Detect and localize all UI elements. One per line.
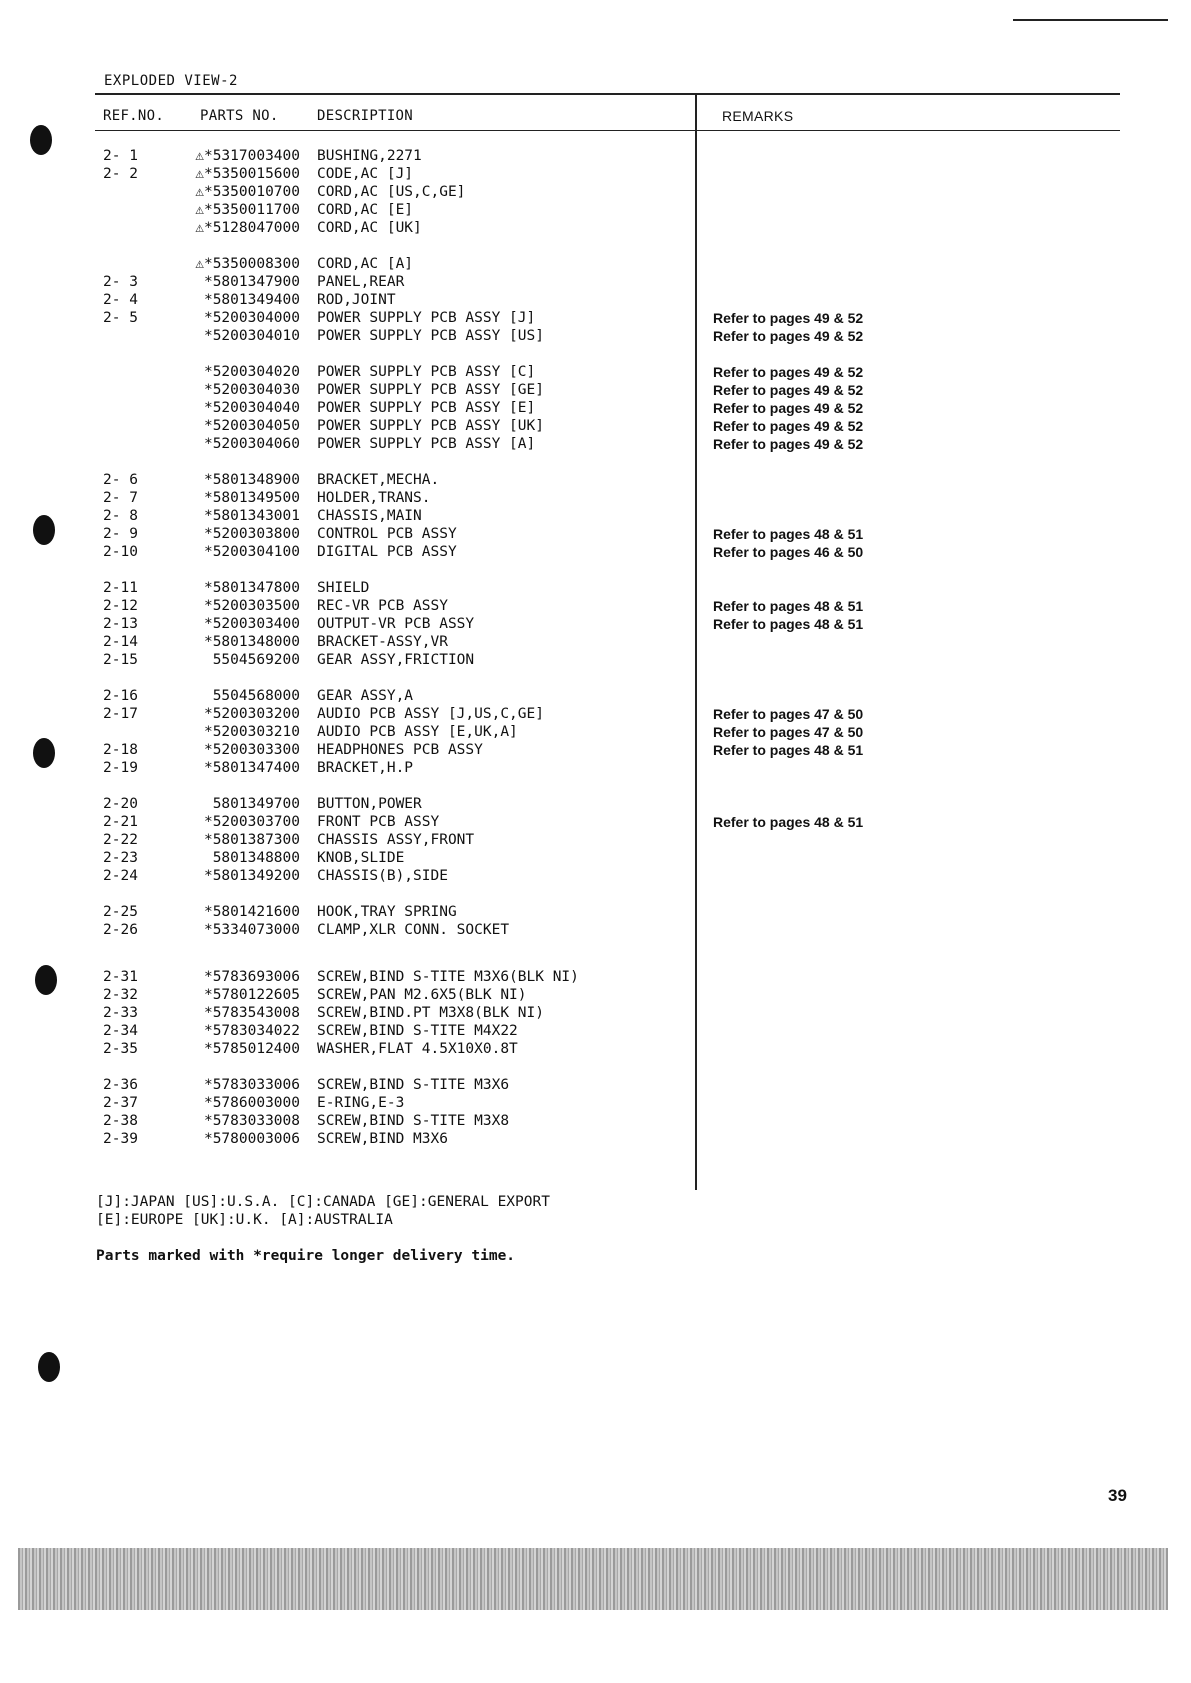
table-row	[0, 489, 1191, 507]
ref-cell: 2-17	[103, 706, 138, 722]
description-cell: POWER SUPPLY PCB ASSY [C]	[317, 364, 536, 380]
table-row	[0, 273, 1191, 291]
table-row	[0, 705, 1191, 723]
ref-cell: 2-10	[103, 544, 138, 560]
remarks-cell: Refer to pages 48 & 51	[713, 616, 864, 632]
ref-cell: 2-12	[103, 598, 138, 614]
description-cell: POWER SUPPLY PCB ASSY [J]	[317, 310, 536, 326]
description-cell: HEADPHONES PCB ASSY	[317, 742, 483, 758]
part-number-cell: *5200303700	[203, 814, 300, 830]
header-parts-no: PARTS NO.	[200, 108, 279, 124]
part-number-cell: ⚠*5350008300	[195, 256, 300, 272]
description-cell: POWER SUPPLY PCB ASSY [A]	[317, 436, 536, 452]
description-cell: FRONT PCB ASSY	[317, 814, 440, 830]
table-row	[0, 968, 1191, 986]
part-number-cell: *5200303800	[203, 526, 300, 542]
description-cell: POWER SUPPLY PCB ASSY [US]	[317, 328, 544, 344]
description-cell: KNOB,SLIDE	[317, 850, 405, 866]
description-cell: PANEL,REAR	[317, 274, 405, 290]
ref-cell: 2-19	[103, 760, 138, 776]
table-row	[0, 165, 1191, 183]
remarks-cell: Refer to pages 49 & 52	[713, 328, 864, 344]
part-number-cell: 5504569200	[212, 652, 300, 668]
description-cell: SCREW,BIND S-TITE M4X22	[317, 1023, 518, 1039]
description-cell: HOLDER,TRANS.	[317, 490, 431, 506]
part-number-cell: *5801348900	[203, 472, 300, 488]
remarks-cell: Refer to pages 48 & 51	[713, 742, 864, 758]
table-row	[0, 543, 1191, 561]
ref-cell: 2-25	[103, 904, 138, 920]
description-cell: WASHER,FLAT 4.5X10X0.8T	[317, 1041, 518, 1057]
description-cell: CORD,AC [A]	[317, 256, 414, 272]
description-cell: SHIELD	[317, 580, 370, 596]
description-cell: SCREW,BIND S-TITE M3X6(BLK NI)	[317, 969, 579, 985]
header-remarks: REMARKS	[722, 108, 794, 124]
part-number-cell: *5200304020	[203, 364, 300, 380]
ref-cell: 2- 9	[103, 526, 138, 542]
description-cell: POWER SUPPLY PCB ASSY [E]	[317, 400, 536, 416]
description-cell: E-RING,E-3	[317, 1095, 405, 1111]
description-cell: DIGITAL PCB ASSY	[317, 544, 457, 560]
table-row	[0, 903, 1191, 921]
table-row	[0, 921, 1191, 939]
remarks-cell: Refer to pages 49 & 52	[713, 382, 864, 398]
ref-cell: 2-20	[103, 796, 138, 812]
description-cell: HOOK,TRAY SPRING	[317, 904, 457, 920]
table-row	[0, 1040, 1191, 1058]
table-row	[0, 417, 1191, 435]
ref-cell: 2-35	[103, 1041, 138, 1057]
remarks-cell: Refer to pages 47 & 50	[713, 706, 864, 722]
table-row	[0, 741, 1191, 759]
part-number-cell: ⚠*5128047000	[195, 220, 300, 236]
header-description: DESCRIPTION	[317, 108, 414, 124]
top-right-rule	[1013, 19, 1168, 21]
description-cell: CODE,AC [J]	[317, 166, 414, 182]
table-row	[0, 849, 1191, 867]
table-row	[0, 867, 1191, 885]
part-number-cell: *5780122605	[203, 987, 300, 1003]
table-row	[0, 219, 1191, 237]
description-cell: CORD,AC [E]	[317, 202, 414, 218]
legend-line-2: [E]:EUROPE [UK]:U.K. [A]:AUSTRALIA	[96, 1212, 393, 1228]
ref-cell: 2- 5	[103, 310, 138, 326]
ref-cell: 2-16	[103, 688, 138, 704]
ref-cell: 2-26	[103, 922, 138, 938]
table-row	[0, 687, 1191, 705]
header-bottom-rule	[95, 130, 1120, 131]
table-row	[0, 309, 1191, 327]
ref-cell: 2- 4	[103, 292, 138, 308]
table-row	[0, 435, 1191, 453]
part-number-cell: *5783543008	[203, 1005, 300, 1021]
description-cell: SCREW,PAN M2.6X5(BLK NI)	[317, 987, 527, 1003]
table-row	[0, 1130, 1191, 1148]
part-number-cell: *5801349200	[203, 868, 300, 884]
remarks-cell: Refer to pages 46 & 50	[713, 544, 864, 560]
section-title: EXPLODED VIEW-2	[104, 73, 238, 89]
part-number-cell: *5334073000	[203, 922, 300, 938]
table-row	[0, 759, 1191, 777]
table-row	[0, 255, 1191, 273]
delivery-note: Parts marked with *require longer delivery time.	[96, 1248, 516, 1264]
description-cell: CORD,AC [US,C,GE]	[317, 184, 466, 200]
description-cell: POWER SUPPLY PCB ASSY [GE]	[317, 382, 544, 398]
part-number-cell: ⚠*5350010700	[195, 184, 300, 200]
ref-cell: 2-33	[103, 1005, 138, 1021]
part-number-cell: *5780003006	[203, 1131, 300, 1147]
part-number-cell: *5801348000	[203, 634, 300, 650]
ref-cell: 2-39	[103, 1131, 138, 1147]
description-cell: AUDIO PCB ASSY [J,US,C,GE]	[317, 706, 544, 722]
table-row	[0, 615, 1191, 633]
table-row	[0, 831, 1191, 849]
part-number-cell: ⚠*5317003400	[195, 148, 300, 164]
description-cell: POWER SUPPLY PCB ASSY [UK]	[317, 418, 544, 434]
part-number-cell: *5200304040	[203, 400, 300, 416]
part-number-cell: *5200303500	[203, 598, 300, 614]
part-number-cell: *5200303210	[203, 724, 300, 740]
ref-cell: 2- 3	[103, 274, 138, 290]
description-cell: CHASSIS(B),SIDE	[317, 868, 448, 884]
part-number-cell: *5801347800	[203, 580, 300, 596]
ref-cell: 2-18	[103, 742, 138, 758]
description-cell: ROD,JOINT	[317, 292, 396, 308]
part-number-cell: *5785012400	[203, 1041, 300, 1057]
header-top-rule	[95, 93, 1120, 95]
remarks-cell: Refer to pages 48 & 51	[713, 526, 864, 542]
description-cell: AUDIO PCB ASSY [E,UK,A]	[317, 724, 518, 740]
part-number-cell: *5801387300	[203, 832, 300, 848]
remarks-cell: Refer to pages 49 & 52	[713, 310, 864, 326]
table-row	[0, 651, 1191, 669]
description-cell: SCREW,BIND S-TITE M3X8	[317, 1113, 510, 1129]
ref-cell: 2-32	[103, 987, 138, 1003]
ref-cell: 2- 6	[103, 472, 138, 488]
legend-line-1: [J]:JAPAN [US]:U.S.A. [C]:CANADA [GE]:GENERAL EXPORT	[96, 1194, 550, 1210]
ref-cell: 2-34	[103, 1023, 138, 1039]
description-cell: SCREW,BIND.PT M3X8(BLK NI)	[317, 1005, 544, 1021]
table-row	[0, 1022, 1191, 1040]
table-row	[0, 327, 1191, 345]
description-cell: GEAR ASSY,A	[317, 688, 414, 704]
description-cell: OUTPUT-VR PCB ASSY	[317, 616, 475, 632]
ref-cell: 2-15	[103, 652, 138, 668]
ref-cell: 2- 1	[103, 148, 138, 164]
remarks-cell: Refer to pages 49 & 52	[713, 364, 864, 380]
part-number-cell: *5200304060	[203, 436, 300, 452]
header-ref-no: REF.NO.	[103, 108, 165, 124]
punch-hole	[38, 1352, 60, 1382]
scan-edge-band	[18, 1548, 1168, 1610]
part-number-cell: ⚠*5350011700	[195, 202, 300, 218]
part-number-cell: *5783693006	[203, 969, 300, 985]
part-number-cell: *5200304010	[203, 328, 300, 344]
part-number-cell: *5200303200	[203, 706, 300, 722]
ref-cell: 2-24	[103, 868, 138, 884]
part-number-cell: *5200303400	[203, 616, 300, 632]
ref-cell: 2-14	[103, 634, 138, 650]
part-number-cell: *5786003000	[203, 1095, 300, 1111]
description-cell: CLAMP,XLR CONN. SOCKET	[317, 922, 510, 938]
part-number-cell: *5200304100	[203, 544, 300, 560]
part-number-cell: *5783033008	[203, 1113, 300, 1129]
table-row	[0, 986, 1191, 1004]
table-row	[0, 147, 1191, 165]
table-row	[0, 399, 1191, 417]
ref-cell: 2-23	[103, 850, 138, 866]
description-cell: CORD,AC [UK]	[317, 220, 422, 236]
part-number-cell: 5801349700	[212, 796, 300, 812]
description-cell: BRACKET,H.P	[317, 760, 414, 776]
table-row	[0, 813, 1191, 831]
part-number-cell: *5783034022	[203, 1023, 300, 1039]
ref-cell: 2-37	[103, 1095, 138, 1111]
part-number-cell: *5801347400	[203, 760, 300, 776]
part-number-cell: *5801349500	[203, 490, 300, 506]
ref-cell: 2- 7	[103, 490, 138, 506]
table-row	[0, 471, 1191, 489]
table-row	[0, 183, 1191, 201]
punch-hole	[33, 515, 55, 545]
punch-hole	[35, 965, 57, 995]
remarks-cell: Refer to pages 47 & 50	[713, 724, 864, 740]
part-number-cell: *5801343001	[203, 508, 300, 524]
table-row	[0, 363, 1191, 381]
table-row	[0, 1004, 1191, 1022]
page-number: 39	[1108, 1486, 1127, 1505]
part-number-cell: *5200304050	[203, 418, 300, 434]
description-cell: CONTROL PCB ASSY	[317, 526, 457, 542]
punch-hole	[33, 738, 55, 768]
description-cell: BRACKET,MECHA.	[317, 472, 440, 488]
ref-cell: 2-38	[103, 1113, 138, 1129]
description-cell: GEAR ASSY,FRICTION	[317, 652, 475, 668]
part-number-cell: 5504568000	[212, 688, 300, 704]
description-cell: SCREW,BIND M3X6	[317, 1131, 448, 1147]
description-cell: BUTTON,POWER	[317, 796, 422, 812]
table-row	[0, 795, 1191, 813]
ref-cell: 2-22	[103, 832, 138, 848]
punch-hole	[30, 125, 52, 155]
part-number-cell: 5801348800	[212, 850, 300, 866]
remarks-cell: Refer to pages 48 & 51	[713, 598, 864, 614]
part-number-cell: *5200304000	[203, 310, 300, 326]
table-row	[0, 381, 1191, 399]
description-cell: SCREW,BIND S-TITE M3X6	[317, 1077, 510, 1093]
part-number-cell: *5200304030	[203, 382, 300, 398]
description-cell: CHASSIS ASSY,FRONT	[317, 832, 475, 848]
table-row	[0, 507, 1191, 525]
table-row	[0, 1112, 1191, 1130]
ref-cell: 2-13	[103, 616, 138, 632]
part-number-cell: *5801349400	[203, 292, 300, 308]
ref-cell: 2- 2	[103, 166, 138, 182]
table-row	[0, 723, 1191, 741]
ref-cell: 2-36	[103, 1077, 138, 1093]
remarks-cell: Refer to pages 49 & 52	[713, 400, 864, 416]
part-number-cell: *5783033006	[203, 1077, 300, 1093]
remarks-cell: Refer to pages 49 & 52	[713, 436, 864, 452]
table-row	[0, 1076, 1191, 1094]
ref-cell: 2-11	[103, 580, 138, 596]
part-number-cell: *5801347900	[203, 274, 300, 290]
table-row	[0, 1094, 1191, 1112]
description-cell: BUSHING,2271	[317, 148, 422, 164]
table-row	[0, 291, 1191, 309]
table-row	[0, 525, 1191, 543]
part-number-cell: *5200303300	[203, 742, 300, 758]
ref-cell: 2-31	[103, 969, 138, 985]
ref-cell: 2-21	[103, 814, 138, 830]
description-cell: BRACKET-ASSY,VR	[317, 634, 448, 650]
remarks-cell: Refer to pages 48 & 51	[713, 814, 864, 830]
table-row	[0, 579, 1191, 597]
ref-cell: 2- 8	[103, 508, 138, 524]
part-number-cell: *5801421600	[203, 904, 300, 920]
remarks-cell: Refer to pages 49 & 52	[713, 418, 864, 434]
table-row	[0, 633, 1191, 651]
table-row	[0, 201, 1191, 219]
description-cell: CHASSIS,MAIN	[317, 508, 422, 524]
description-cell: REC-VR PCB ASSY	[317, 598, 448, 614]
part-number-cell: ⚠*5350015600	[195, 166, 300, 182]
table-row	[0, 597, 1191, 615]
